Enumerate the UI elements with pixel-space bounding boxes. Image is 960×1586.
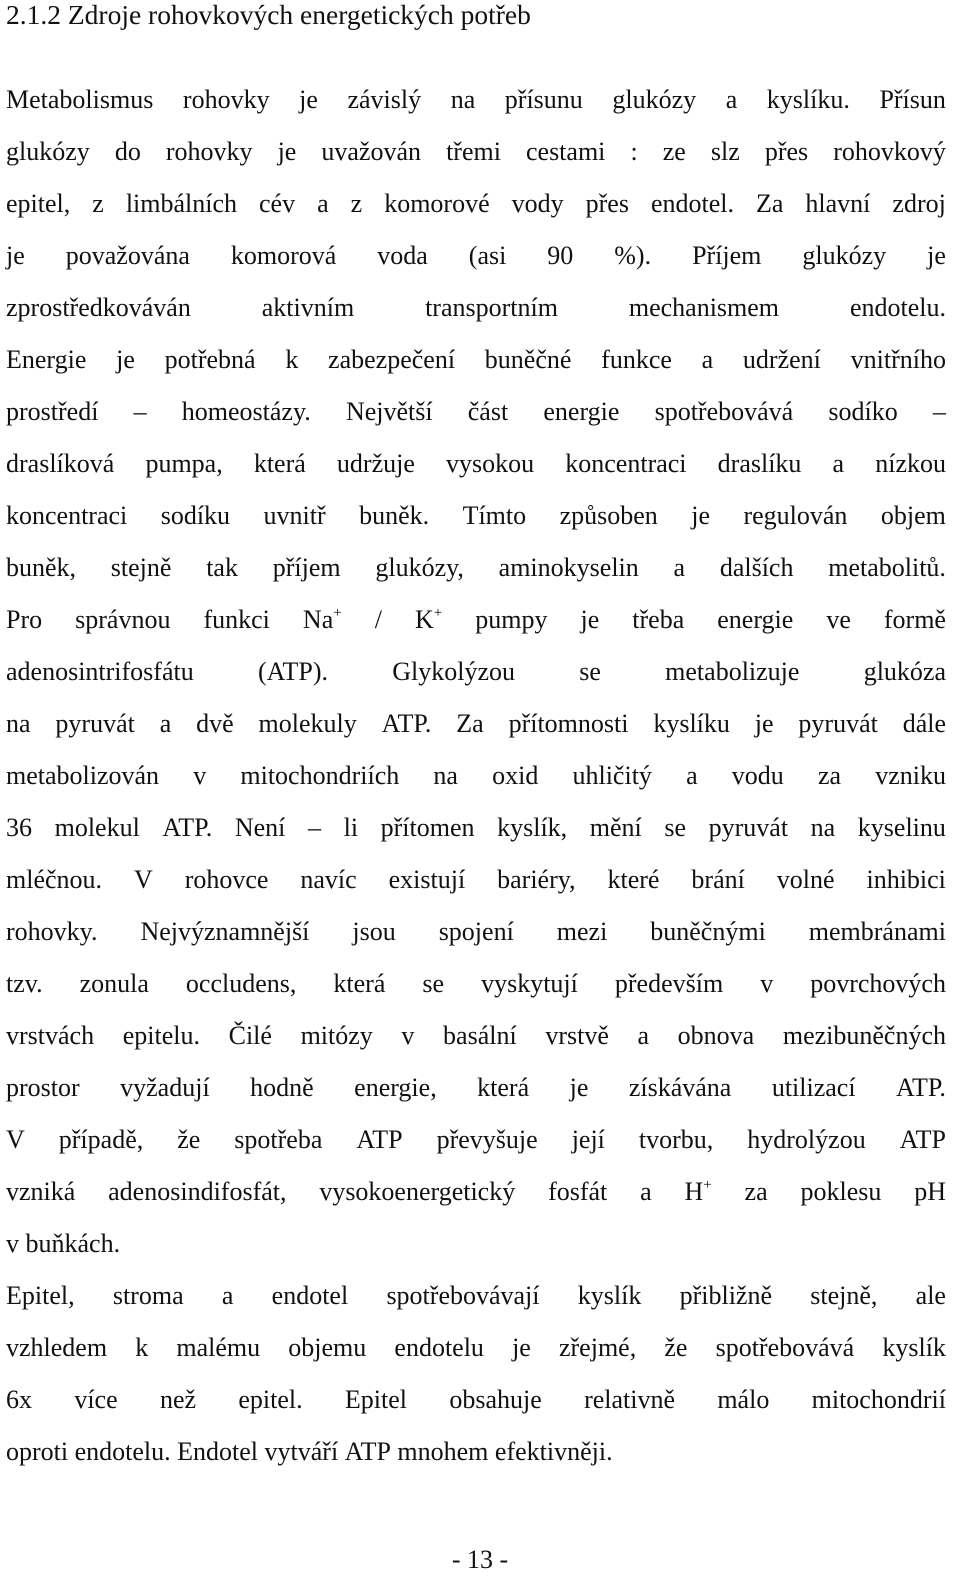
word: pumpy	[475, 605, 548, 634]
word: spojení	[438, 917, 514, 946]
word: hydrolýzou	[747, 1125, 866, 1154]
word: li	[343, 813, 359, 842]
word: k	[285, 345, 299, 374]
word: která	[333, 969, 386, 998]
word: Přísun	[879, 85, 946, 114]
word: vzniká	[6, 1177, 76, 1206]
word: se	[422, 969, 445, 998]
text-line	[6, 1322, 946, 1374]
word: voda	[377, 241, 428, 270]
text-line	[6, 1062, 946, 1114]
word: endotelu.	[74, 1437, 171, 1466]
word: buněčné	[484, 345, 572, 374]
word: fosfát	[548, 1177, 608, 1206]
word: příjem	[272, 553, 341, 582]
word: v	[193, 761, 207, 790]
word: převyšuje	[436, 1125, 538, 1154]
word: ze	[662, 137, 686, 166]
word: za	[744, 1177, 768, 1206]
word: rohovce	[184, 865, 269, 894]
word: a	[640, 1177, 652, 1206]
text-line	[6, 126, 946, 178]
word: mléčnou.	[6, 865, 103, 894]
word: endotelu	[394, 1333, 484, 1362]
word: sodíku	[160, 501, 231, 530]
word: a	[317, 189, 329, 218]
word: vnitřního	[850, 345, 946, 374]
word: epitel.	[238, 1385, 303, 1414]
word: glukózy,	[375, 553, 464, 582]
word: adenosindifosfát,	[108, 1177, 287, 1206]
word: stroma	[112, 1281, 184, 1310]
word: než	[159, 1385, 197, 1414]
word: na	[450, 85, 476, 114]
word: správnou	[75, 605, 171, 634]
word: spotřebovávají	[386, 1281, 540, 1310]
word: adenosintrifosfátu	[6, 657, 194, 686]
word: je	[116, 345, 135, 374]
word: epitelu.	[122, 1021, 200, 1050]
word: kyslíku.	[766, 85, 850, 114]
word: je	[299, 85, 318, 114]
word: málo	[717, 1385, 770, 1414]
word: rohovky	[182, 85, 270, 114]
word: stejně	[110, 553, 172, 582]
word: metabolizuje	[665, 657, 800, 686]
word: povrchových	[810, 969, 946, 998]
word: zdroj	[892, 189, 946, 218]
word: buněčnými	[650, 917, 766, 946]
word: draslíková	[6, 449, 115, 478]
word: obnova	[677, 1021, 755, 1050]
word: Glykolýzou	[392, 657, 516, 686]
word: Největší	[345, 397, 433, 426]
word: objem	[880, 501, 946, 530]
word: malému	[176, 1333, 261, 1362]
word: Epitel	[344, 1385, 408, 1414]
word: zonula	[79, 969, 149, 998]
word: metabolitů.	[828, 553, 946, 582]
word: 90	[547, 241, 574, 270]
text-line	[6, 438, 946, 490]
word: mitózy	[300, 1021, 373, 1050]
word: Čilé	[228, 1021, 272, 1050]
text-line	[6, 958, 946, 1010]
word: nízkou	[875, 449, 946, 478]
word: efektivněji.	[494, 1437, 613, 1466]
word: buňkách.	[25, 1229, 121, 1258]
word: ATP.	[896, 1073, 946, 1102]
word: a	[673, 553, 686, 582]
text-line	[6, 854, 946, 906]
word: mechanismem	[628, 293, 780, 322]
word: hodně	[250, 1073, 314, 1102]
word: tzv.	[6, 969, 43, 998]
word: mění	[589, 813, 642, 842]
word: endotelu.	[849, 293, 946, 322]
text-line	[6, 334, 946, 386]
text-line	[6, 178, 946, 230]
word: a	[637, 1021, 650, 1050]
word: V	[133, 865, 153, 894]
word: ve	[826, 605, 851, 634]
word: glukózy	[802, 241, 887, 270]
word: rohovky	[165, 137, 253, 166]
word: se	[664, 813, 687, 842]
word: že	[177, 1125, 201, 1154]
word: bariéry,	[497, 865, 576, 894]
word: jsou	[352, 917, 396, 946]
word: Nejvýznamnější	[140, 917, 310, 946]
word: regulován	[743, 501, 848, 530]
word: molekuly	[258, 709, 357, 738]
word: (ATP).	[257, 657, 329, 686]
word: Endotel	[177, 1437, 259, 1466]
word: která	[477, 1073, 530, 1102]
document-page	[6, 0, 946, 1478]
word: Za	[456, 709, 484, 738]
word: se	[579, 657, 601, 686]
word: navíc	[300, 865, 357, 894]
word: homeostázy.	[181, 397, 311, 426]
word: limbálních	[125, 189, 238, 218]
word: endotel	[271, 1281, 349, 1310]
word: dvě	[196, 709, 234, 738]
word: vytváří	[264, 1437, 339, 1466]
word: ATP	[356, 1125, 403, 1154]
section-heading: 2.1.2 Zdroje rohovkových energetických potřeb	[6, 0, 531, 30]
word: pyruvát	[708, 813, 789, 842]
word: do	[114, 137, 141, 166]
word: oxid	[492, 761, 539, 790]
word: tvorbu,	[638, 1125, 714, 1154]
word: a	[832, 449, 845, 478]
word: obsahuje	[449, 1385, 542, 1414]
word: buněk.	[359, 501, 430, 530]
paragraph	[6, 1270, 946, 1478]
word: a	[686, 761, 698, 790]
word: slz	[710, 137, 740, 166]
word: /	[374, 605, 382, 634]
word: v	[401, 1021, 415, 1050]
word: spotřebovává	[715, 1333, 855, 1362]
word: basální	[443, 1021, 517, 1050]
word: zabezpečení	[328, 345, 456, 374]
word: ATP.	[381, 709, 432, 738]
text-line	[6, 750, 946, 802]
word: Pro	[6, 605, 43, 634]
word: je	[6, 241, 25, 270]
word: energie	[543, 397, 620, 426]
word: rohovky.	[6, 917, 98, 946]
word: na	[433, 761, 458, 790]
word: je	[927, 241, 946, 270]
text-line	[6, 490, 946, 542]
word: získávána	[628, 1073, 732, 1102]
word: %).	[614, 241, 652, 270]
word: vrstvě	[545, 1021, 609, 1050]
text-line	[6, 1270, 946, 1322]
word: vzhledem	[6, 1333, 108, 1362]
text-line	[6, 1166, 946, 1218]
text-line	[6, 802, 946, 854]
word: udržení	[742, 345, 821, 374]
word: funkci	[203, 605, 270, 634]
word: vodu	[731, 761, 784, 790]
word: vyskytují	[481, 969, 578, 998]
word: kyslík	[882, 1333, 946, 1362]
word: K+	[414, 605, 443, 634]
word: a	[701, 345, 714, 374]
word: třemi	[446, 137, 501, 166]
word: přes	[764, 137, 809, 166]
word: mitochondriích	[240, 761, 400, 790]
word: případě,	[58, 1125, 144, 1154]
word: buněk,	[6, 553, 77, 582]
word: 36	[6, 813, 32, 842]
word: Za	[755, 189, 784, 218]
word: glukózy	[6, 137, 90, 166]
word: pyruvát	[55, 709, 135, 738]
word: je	[569, 1073, 589, 1102]
text-line	[6, 1218, 946, 1270]
word: kyselinu	[857, 813, 946, 842]
word: sodíko	[828, 397, 898, 426]
word: –	[932, 397, 946, 426]
word: přítomen	[380, 813, 475, 842]
word: kyslík,	[497, 813, 568, 842]
word: prostředí	[6, 397, 99, 426]
word: endotel.	[650, 189, 734, 218]
word: v	[760, 969, 774, 998]
word: aktivním	[261, 293, 355, 322]
word: mnohem	[397, 1437, 489, 1466]
word: je	[754, 709, 774, 738]
text-line	[6, 698, 946, 750]
text-line	[6, 386, 946, 438]
word: v	[6, 1229, 19, 1258]
text-line	[6, 542, 946, 594]
word: na	[6, 709, 31, 738]
text-line	[6, 1426, 946, 1478]
word: považována	[65, 241, 190, 270]
word: utilizací	[771, 1073, 856, 1102]
word: :	[630, 137, 638, 166]
word: oproti	[6, 1437, 69, 1466]
word: glukózy	[612, 85, 697, 114]
text-line	[6, 646, 946, 698]
text-line	[6, 1374, 946, 1426]
word: pumpa,	[145, 449, 223, 478]
text-line	[6, 906, 946, 958]
word: occludens,	[185, 969, 297, 998]
word: které	[607, 865, 660, 894]
word: molekul	[54, 813, 140, 842]
paragraph	[6, 74, 946, 1270]
word: kyslík	[577, 1281, 642, 1310]
body-text	[6, 74, 946, 1478]
word: volné	[776, 865, 835, 894]
word: a	[159, 709, 172, 738]
word: energie,	[354, 1073, 437, 1102]
word: Příjem	[692, 241, 762, 270]
word: zprostředkováván	[6, 293, 191, 322]
word: V	[6, 1125, 25, 1154]
word: existují	[388, 865, 466, 894]
word: epitel,	[6, 189, 71, 218]
word: vody	[511, 189, 564, 218]
word: Energie	[6, 345, 87, 374]
word: komorové	[384, 189, 490, 218]
word: H+	[684, 1177, 712, 1206]
word: vysokoenergetický	[319, 1177, 516, 1206]
word: koncentraci	[565, 449, 687, 478]
word: z	[350, 189, 363, 218]
word: Metabolismus	[6, 85, 154, 114]
text-line	[6, 282, 946, 334]
word: dále	[902, 709, 946, 738]
word: její	[571, 1125, 605, 1154]
word: způsoben	[559, 501, 658, 530]
text-line	[6, 594, 946, 646]
word: vyžadují	[120, 1073, 210, 1102]
word: vzniku	[875, 761, 946, 790]
word: koncentraci	[6, 501, 128, 530]
word: závislý	[347, 85, 422, 114]
word: zřejmé,	[558, 1333, 637, 1362]
word: je	[512, 1333, 531, 1362]
word: spotřeba	[234, 1125, 323, 1154]
word: Tímto	[462, 501, 527, 530]
word: více	[74, 1385, 118, 1414]
word: spotřebovává	[654, 397, 794, 426]
word: především	[614, 969, 724, 998]
word: uhličitý	[572, 761, 652, 790]
word: –	[133, 397, 147, 426]
word: je	[277, 137, 297, 166]
word: poklesu	[800, 1177, 882, 1206]
word: transportním	[425, 293, 558, 322]
word: brání	[691, 865, 745, 894]
text-line	[6, 230, 946, 282]
word: aminokyselin	[498, 553, 639, 582]
word: je	[691, 501, 711, 530]
word: k	[135, 1333, 149, 1362]
word: vrstvách	[6, 1021, 95, 1050]
word: mezibuněčných	[782, 1021, 946, 1050]
word: mitochondrií	[811, 1385, 946, 1414]
word: přísunu	[504, 85, 583, 114]
word: potřebná	[164, 345, 256, 374]
word: hlavní	[805, 189, 871, 218]
word: ATP	[344, 1437, 391, 1466]
text-line	[6, 1010, 946, 1062]
word: –	[308, 813, 321, 842]
word: udržuje	[336, 449, 415, 478]
word: ATP.	[162, 813, 213, 842]
word: část	[467, 397, 509, 426]
word: funkce	[601, 345, 672, 374]
word: že	[664, 1333, 688, 1362]
word: relativně	[584, 1385, 676, 1414]
word: membránami	[808, 917, 946, 946]
word: za	[817, 761, 842, 790]
word: mezi	[556, 917, 608, 946]
text-line	[6, 74, 946, 126]
word: (asi	[468, 241, 507, 270]
word: komorová	[230, 241, 337, 270]
word: z	[92, 189, 104, 218]
word: ATP	[899, 1125, 946, 1154]
word: cév	[259, 189, 296, 218]
page-number: - 13 -	[451, 1545, 509, 1574]
word: cestami	[525, 137, 606, 166]
word: vysokou	[446, 449, 535, 478]
word: přes	[585, 189, 629, 218]
word: na	[810, 813, 836, 842]
word: Není	[234, 813, 286, 842]
word: stejně,	[810, 1281, 878, 1310]
word: uvažován	[321, 137, 422, 166]
word: 6x	[6, 1385, 32, 1414]
word: Epitel,	[6, 1281, 75, 1310]
word: kyslíku	[653, 709, 730, 738]
word: ale	[915, 1281, 946, 1310]
word: energie	[717, 605, 794, 634]
word: dalších	[719, 553, 794, 582]
word: glukóza	[863, 657, 946, 686]
word: pyruvát	[798, 709, 878, 738]
word: přibližně	[679, 1281, 773, 1310]
word: metabolizován	[6, 761, 160, 790]
word: přítomnosti	[508, 709, 629, 738]
word: je	[580, 605, 600, 634]
word: která	[253, 449, 306, 478]
text-line	[6, 1114, 946, 1166]
word: formě	[883, 605, 946, 634]
word: rohovkový	[833, 137, 946, 166]
word: třeba	[632, 605, 685, 634]
word: inhibici	[866, 865, 946, 894]
word: a	[221, 1281, 234, 1310]
word: prostor	[6, 1073, 80, 1102]
word: tak	[206, 553, 238, 582]
word: a	[725, 85, 738, 114]
word: draslíku	[717, 449, 802, 478]
word: objemu	[288, 1333, 367, 1362]
word: pH	[914, 1177, 946, 1206]
word: Na+	[302, 605, 342, 634]
word: uvnitř	[263, 501, 326, 530]
